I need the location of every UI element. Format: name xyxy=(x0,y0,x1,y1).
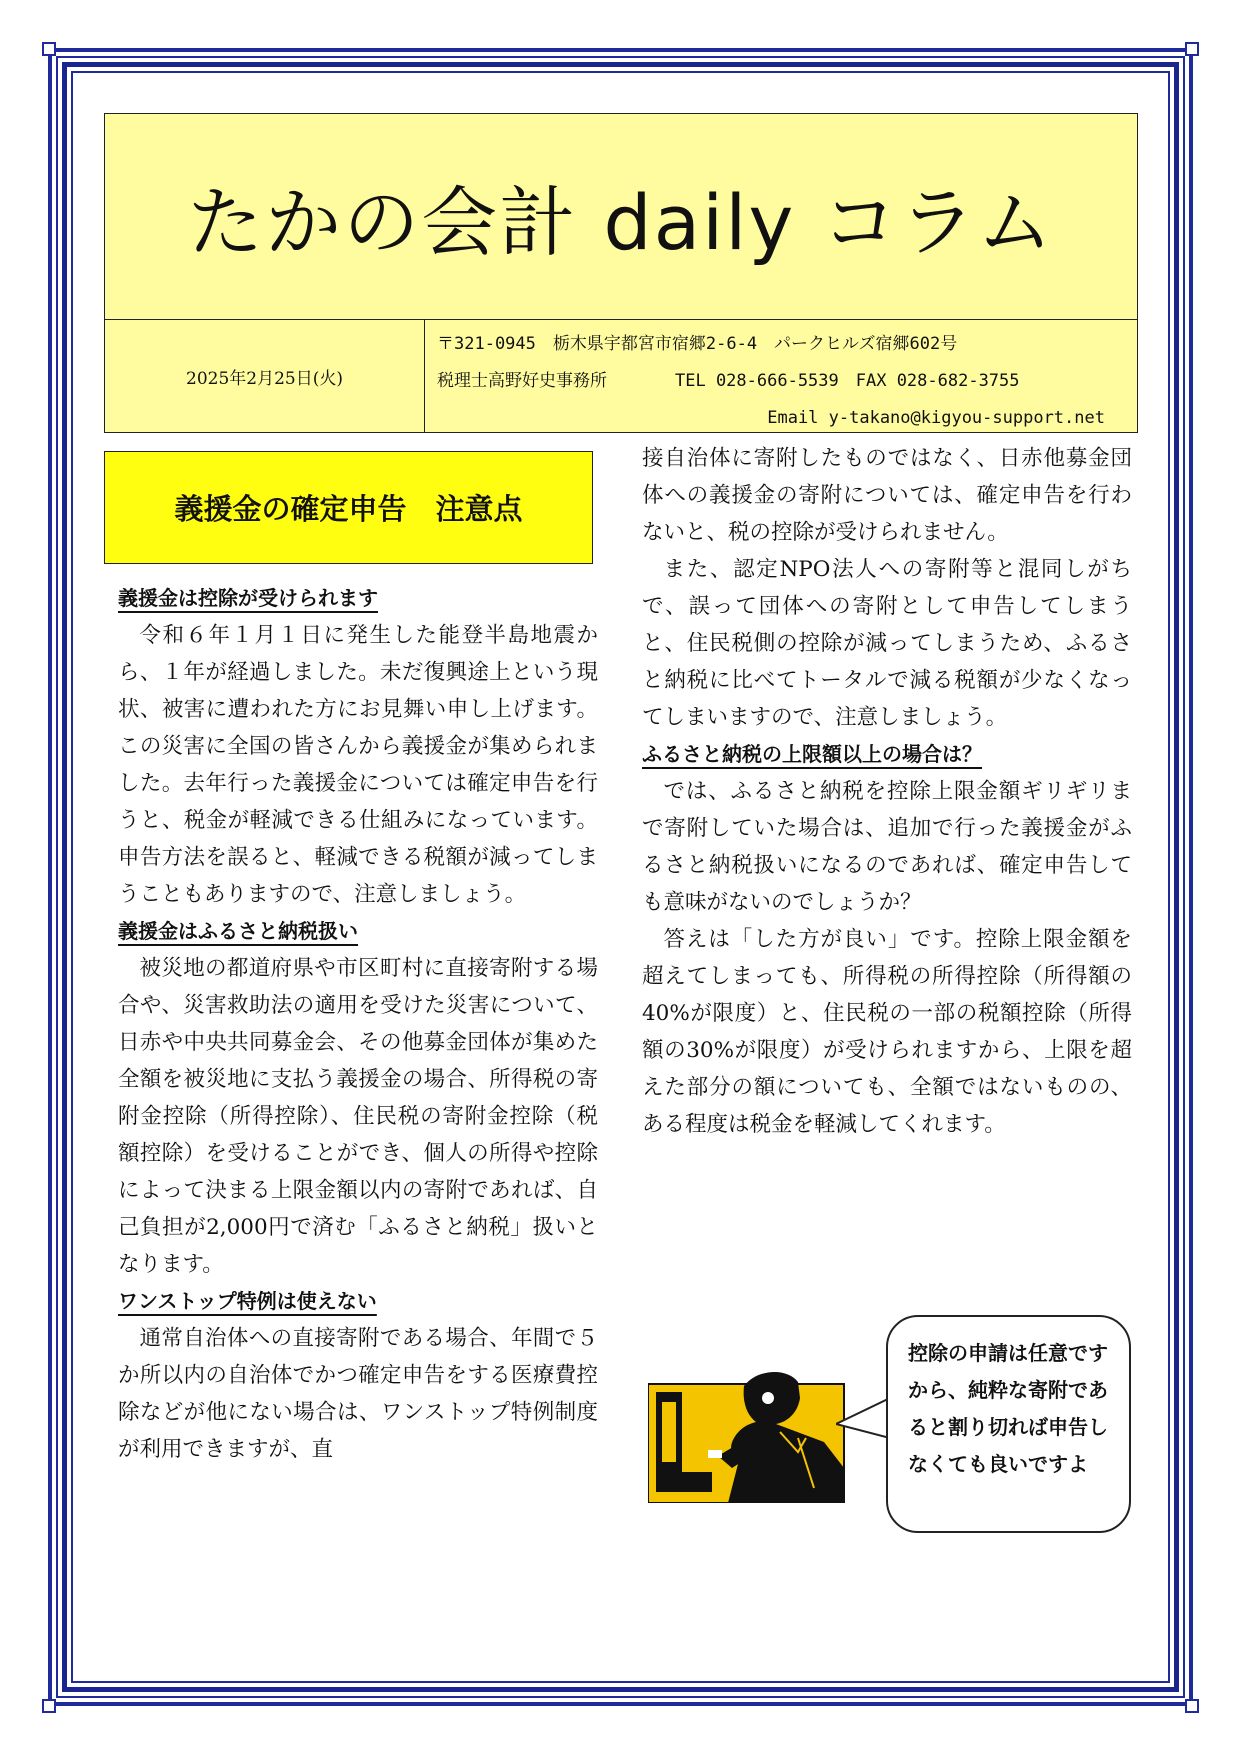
section-heading: 義援金は控除が受けられます xyxy=(118,586,378,610)
article-title: 義援金の確定申告 注意点 xyxy=(104,451,593,564)
speech-bubble: 控除の申請は任意ですから、純粋な寄附であると割り切れば申告しなくても良いですよ xyxy=(886,1315,1131,1533)
border-corner-bottom-left xyxy=(42,1699,56,1713)
paragraph: 答えは「した方が良い」です。控除上限金額を超えてしまっても、所得税の所得控除（所得額の40%が限度）と、住民税の一部の税額控除（所得額の30%が限度）が受けられますから、上限を超えた部分の額についても、全額ではないものの、ある程度は税金を軽減してくれます。 xyxy=(642,927,1132,1137)
info-row xyxy=(105,320,1137,432)
article-column-right xyxy=(642,440,1132,1143)
newsletter-header xyxy=(104,113,1138,433)
article-column-left xyxy=(118,580,598,1468)
paragraph: 令和６年１月１日に発生した能登半島地震から、１年が経過しました。未だ復興途上という現状、被害に遭われた方にお見舞い申し上げます。この災害に全国の皆さんから義援金が集められました。去年行った義援金については確定申告を行うと、税金が軽減できる仕組みになっています。申告方法を誤ると、軽減できる税額が減ってしまうこともありますので、注意しましょう。 xyxy=(118,623,598,907)
border-corner-top-right xyxy=(1185,42,1199,56)
contact-info xyxy=(425,320,1137,432)
office-email: Email y-takano@kigyou-support.net xyxy=(767,408,1105,428)
speech-bubble-tail xyxy=(836,1390,892,1450)
paragraph-continued: 接自治体に寄附したものではなく、日赤他募金団体への義援金の寄附については、確定申告を行わないと、税の控除が受けられません。 xyxy=(642,446,1132,545)
paragraph: また、認定NPO法人への寄附等と混同しがちで、誤って団体への寄附として申告してしまうと、住民税側の控除が減ってしまうため、ふるさと納税に比べてトータルで減る税額が少なくなってしまいますので、注意しましょう。 xyxy=(642,557,1132,730)
newsletter-title: たかの会計 daily コラム xyxy=(187,178,1055,267)
paragraph: 被災地の都道府県や市区町村に直接寄附する場合や、災害救助法の適用を受けた災害について、日赤や中央共同募金会、その他募金団体が集めた全額を被災地に支払う義援金の場合、所得税の寄附金控除（所得控除）、住民税の寄附金控除（税額控除）を受けることができ、個人の所得や控除によって決まる上限金額以内の寄附であれば、自己負担が2,000円で済む「ふるさと納税」扱いとなります。 xyxy=(118,956,598,1277)
businessman-silhouette-icon xyxy=(648,1368,848,1503)
section-heading: ふるさと納税の上限額以上の場合は？ xyxy=(642,742,982,766)
border-corner-bottom-right xyxy=(1185,1699,1199,1713)
paragraph: 通常自治体への直接寄附である場合、年間で５か所以内の自治体でかつ確定申告をする医療費控除などが他にない場合は、ワンストップ特例制度が利用できますが、直 xyxy=(118,1326,598,1462)
office-phone-fax: 税理士高野好史事務所 TEL 028-666-5539 FAX 028-682-3755 xyxy=(437,371,1020,391)
issue-date: 2025年2月25日(火) xyxy=(105,320,425,432)
border-corner-top-left xyxy=(42,42,56,56)
section-heading: ワンストップ特例は使えない xyxy=(118,1289,377,1313)
office-address: 〒321-0945 栃木県宇都宮市宿郷2-6-4 パークヒルズ宿郷602号 xyxy=(437,334,958,354)
paragraph: では、ふるさと納税を控除上限金額ギリギリまで寄附していた場合は、追加で行った義援金がふるさと納税扱いになるのであれば、確定申告しても意味がないのでしょうか？ xyxy=(642,779,1132,915)
section-heading: 義援金はふるさと納税扱い xyxy=(118,919,358,943)
title-row xyxy=(105,114,1137,320)
